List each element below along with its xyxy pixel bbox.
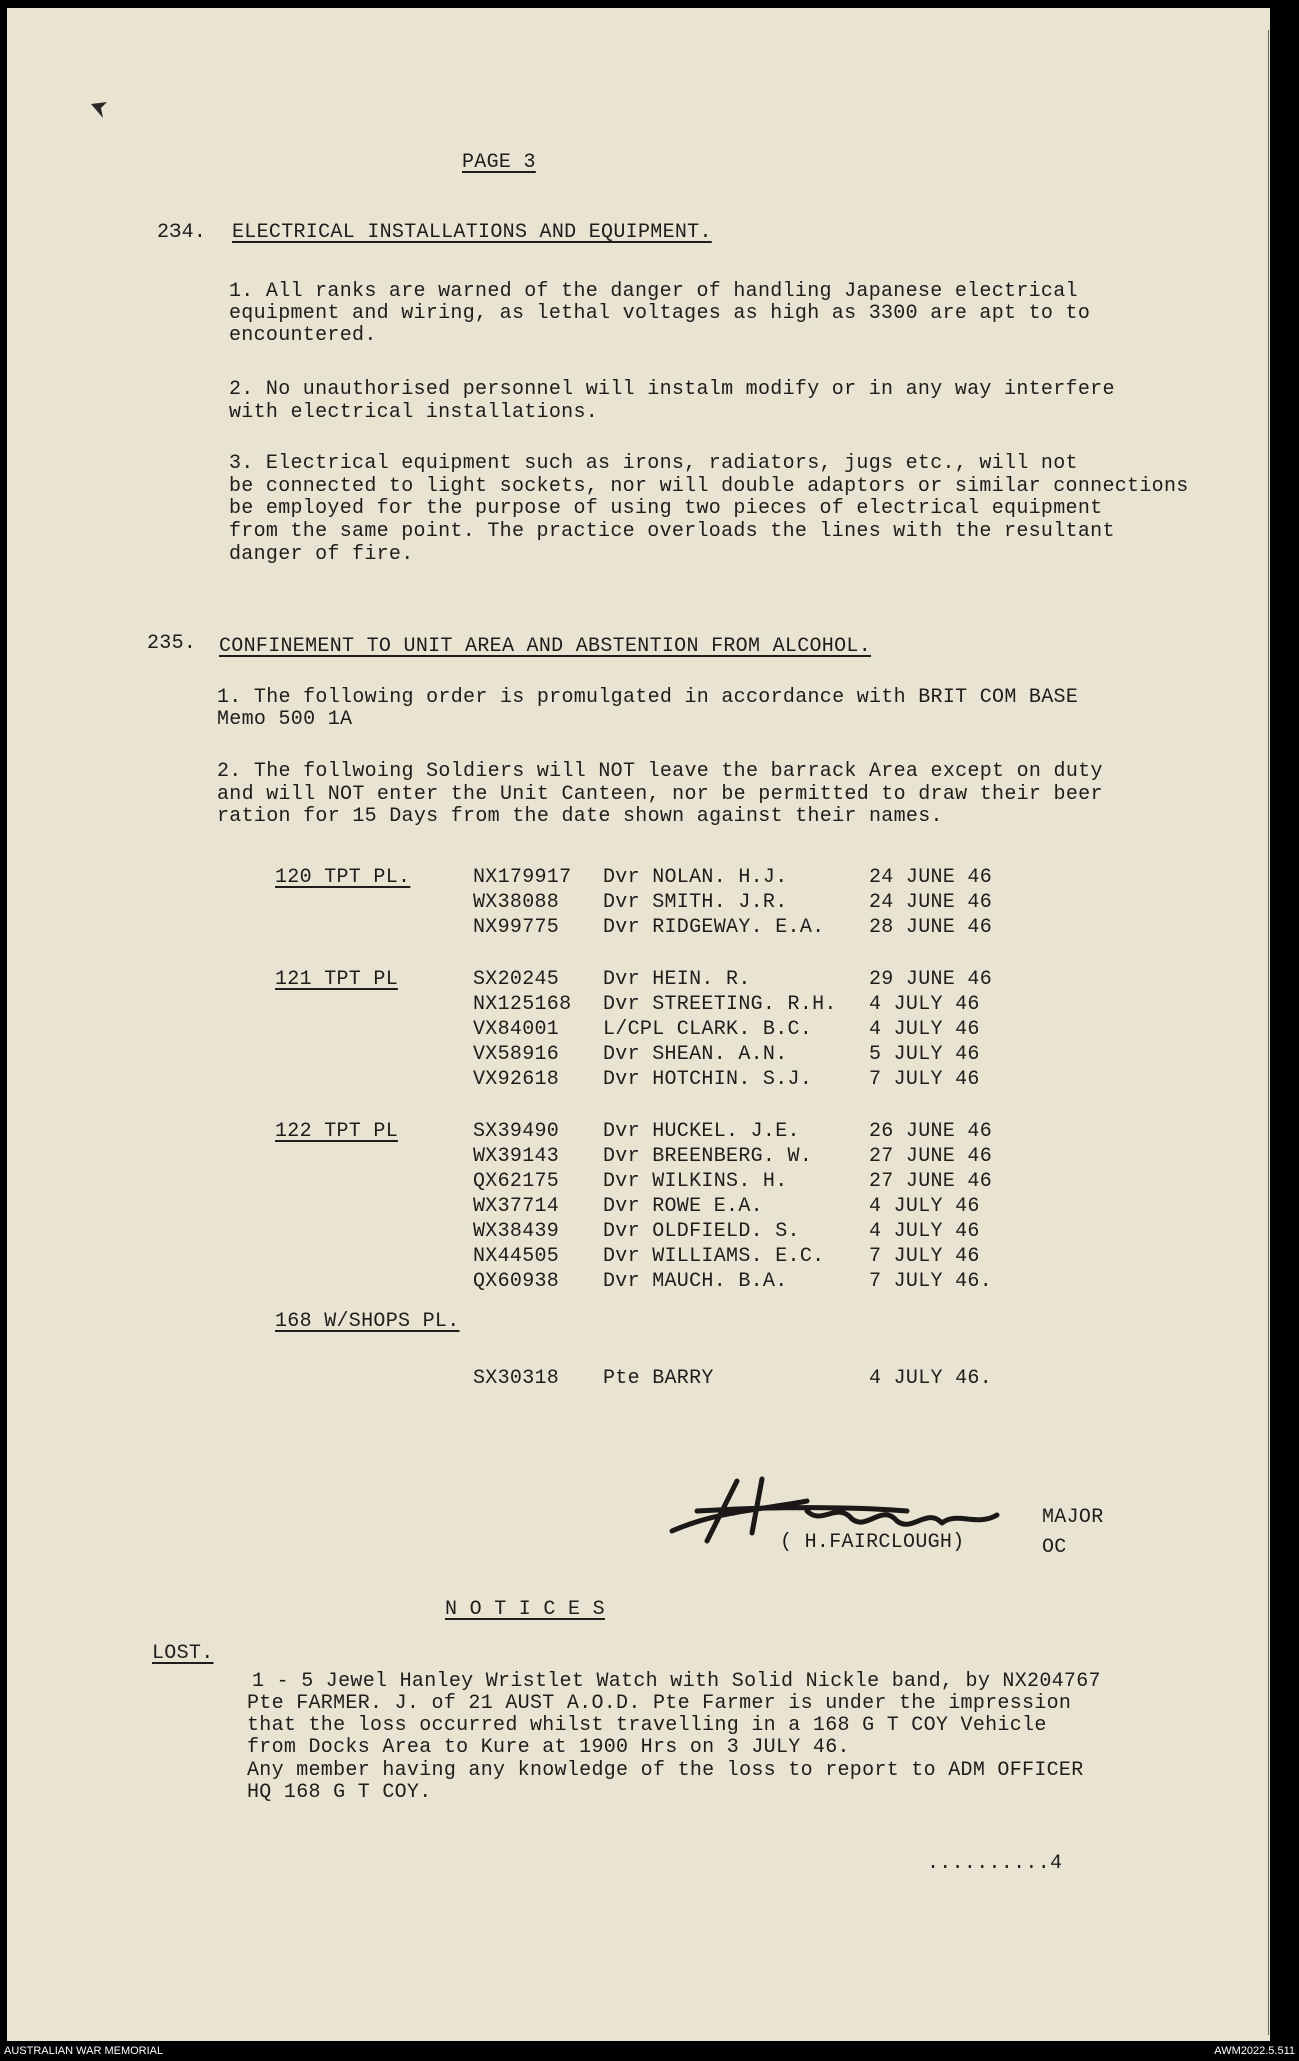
signature-scrawl xyxy=(657,1471,1087,1551)
service-number: NX44505 xyxy=(473,1245,560,1268)
section-number: 235. xyxy=(147,632,197,655)
date-value: 4 JULY 46 xyxy=(869,993,980,1016)
soldier-name: Pte BARRY xyxy=(603,1367,714,1390)
date-value: 27 JUNE 46 xyxy=(869,1145,993,1168)
soldier-name: Dvr HEIN. R. xyxy=(603,968,751,991)
paragraph-line: be connected to light sockets, nor will double adaptors or similar connections xyxy=(229,475,1189,498)
service-number: SX30318 xyxy=(473,1367,560,1390)
service-number: WX39143 xyxy=(473,1145,560,1168)
date-value: 7 JULY 46 xyxy=(869,1245,980,1268)
service-number: SX39490 xyxy=(473,1120,560,1143)
page-edge xyxy=(1268,30,1269,2035)
service-number: NX99775 xyxy=(473,916,560,939)
footer-left: AUSTRALIAN WAR MEMORIAL xyxy=(4,2045,164,2057)
paragraph-line: be employed for the purpose of using two pieces of electrical equipment xyxy=(229,497,1103,520)
continuation-marker: ..........4 xyxy=(927,1852,1063,1875)
date-value: 4 JULY 46 xyxy=(869,1018,980,1041)
soldier-name: Dvr OLDFIELD. S. xyxy=(603,1220,800,1243)
service-number: VX92618 xyxy=(473,1068,560,1091)
service-number: WX38088 xyxy=(473,891,560,914)
date-value: 24 JUNE 46 xyxy=(869,891,993,914)
service-number: WX38439 xyxy=(473,1220,560,1243)
date-value: 5 JULY 46 xyxy=(869,1043,980,1066)
soldier-name: Dvr WILKINS. H. xyxy=(603,1170,788,1193)
service-number: VX84001 xyxy=(473,1018,560,1041)
date-value: 28 JUNE 46 xyxy=(869,916,993,939)
paragraph-line: from the same point. The practice overloads the lines with the resultant xyxy=(229,520,1115,543)
paragraph-line: with electrical installations. xyxy=(229,401,599,424)
signature-name: ( H.FAIRCLOUGH) xyxy=(780,1531,965,1554)
date-value: 29 JUNE 46 xyxy=(869,968,993,991)
date-value: 24 JUNE 46 xyxy=(869,866,993,889)
soldier-name: Dvr SHEAN. A.N. xyxy=(603,1043,788,1066)
platoon-name: 122 TPT PL xyxy=(275,1120,399,1143)
notices-heading: N O T I C E S xyxy=(445,1598,605,1621)
soldier-name: Dvr MAUCH. B.A. xyxy=(603,1270,788,1293)
signature-rank: MAJOR xyxy=(1042,1506,1104,1529)
document-page xyxy=(7,8,1270,2041)
paragraph-line: Memo 500 1A xyxy=(217,708,353,731)
soldier-name: Dvr NOLAN. H.J. xyxy=(603,866,788,889)
platoon-name: 168 W/SHOPS PL. xyxy=(275,1310,460,1333)
service-number: NX179917 xyxy=(473,866,572,889)
date-value: 7 JULY 46. xyxy=(869,1270,993,1293)
notice-line: Any member having any knowledge of the loss to report to ADM OFFICER xyxy=(247,1759,1084,1782)
service-number: WX37714 xyxy=(473,1195,560,1218)
soldier-name: L/CPL CLARK. B.C. xyxy=(603,1018,813,1041)
section-number: 2З4. xyxy=(157,221,207,244)
service-number: NX125168 xyxy=(473,993,572,1016)
service-number: SX20245 xyxy=(473,968,560,991)
date-value: 26 JUNE 46 xyxy=(869,1120,993,1143)
paragraph-line: 1. The following order is promulgated in accordance with BRIT COM BASE xyxy=(217,686,1079,709)
paragraph-line: equipment and wiring, as lethal voltages as high as 3300 are apt to to xyxy=(229,302,1091,325)
date-value: 4 JULY 46 xyxy=(869,1220,980,1243)
footer-right: AWM2022.5.511 xyxy=(1214,2045,1295,2057)
ink-blot xyxy=(87,98,117,128)
soldier-name: Dvr STREETING. R.H. xyxy=(603,993,837,1016)
paragraph-line: and will NOT enter the Unit Canteen, nor be permitted to draw their beer xyxy=(217,783,1103,806)
soldier-name: Dvr SMITH. J.R. xyxy=(603,891,788,914)
service-number: VX58916 xyxy=(473,1043,560,1066)
paragraph-line: ration for 15 Days from the date shown against their names. xyxy=(217,805,943,828)
date-value: 7 JULY 46 xyxy=(869,1068,980,1091)
notice-line: that the loss occurred whilst travelling in a 168 G T COY Vehicle xyxy=(247,1714,1047,1737)
service-number: QX62175 xyxy=(473,1170,560,1193)
date-value: 4 JULY 46. xyxy=(869,1367,993,1390)
soldier-name: Dvr ROWE E.A. xyxy=(603,1195,763,1218)
notice-line: from Docks Area to Kure at 1900 Hrs on 3 JULY 46. xyxy=(247,1736,850,1759)
notice-line: HQ 168 G T COY. xyxy=(247,1781,432,1804)
notice-line: Pte FARMER. J. of 21 AUST A.O.D. Pte Farmer is under the impression xyxy=(247,1692,1072,1715)
platoon-name: 120 TPT PL. xyxy=(275,866,411,889)
soldier-name: Dvr HUCKEL. J.E. xyxy=(603,1120,800,1143)
paragraph-line: 2. The follwoing Soldiers will NOT leave the barrack Area except on duty xyxy=(217,760,1103,783)
section-heading: ELECTRICAL INSTALLATIONS AND EQUIPMENT. xyxy=(232,221,712,244)
soldier-name: Dvr HOTCHIN. S.J. xyxy=(603,1068,813,1091)
notice-line: 1 - 5 Jewel Hanley Wristlet Watch with Solid Nickle band, by NX204767 xyxy=(252,1670,1101,1693)
paragraph-line: 2. No unauthorised personnel will instalm modify or in any way interfere xyxy=(229,378,1115,401)
date-value: 27 JUNE 46 xyxy=(869,1170,993,1193)
platoon-name: 121 TPT PL xyxy=(275,968,399,991)
lost-label: LOST. xyxy=(152,1642,214,1665)
soldier-name: Dvr RIDGEWAY. E.A. xyxy=(603,916,825,939)
date-value: 4 JULY 46 xyxy=(869,1195,980,1218)
signature-role: OC xyxy=(1042,1536,1067,1559)
soldier-name: Dvr BREENBERG. W. xyxy=(603,1145,813,1168)
section-heading: CONFINEMENT TO UNIT AREA AND ABSTENTION FROM ALCOHOL. xyxy=(219,635,872,658)
paragraph-line: 3. Electrical equipment such as irons, radiators, jugs etc., will not xyxy=(229,452,1078,475)
paragraph-line: encountered. xyxy=(229,324,377,347)
paragraph-line: 1. All ranks are warned of the danger of handling Japanese electrical xyxy=(229,280,1078,303)
page-number: PAGE 3 xyxy=(462,151,536,174)
soldier-name: Dvr WILLIAMS. E.C. xyxy=(603,1245,825,1268)
paragraph-line: danger of fire. xyxy=(229,543,414,566)
service-number: QX60938 xyxy=(473,1270,560,1293)
